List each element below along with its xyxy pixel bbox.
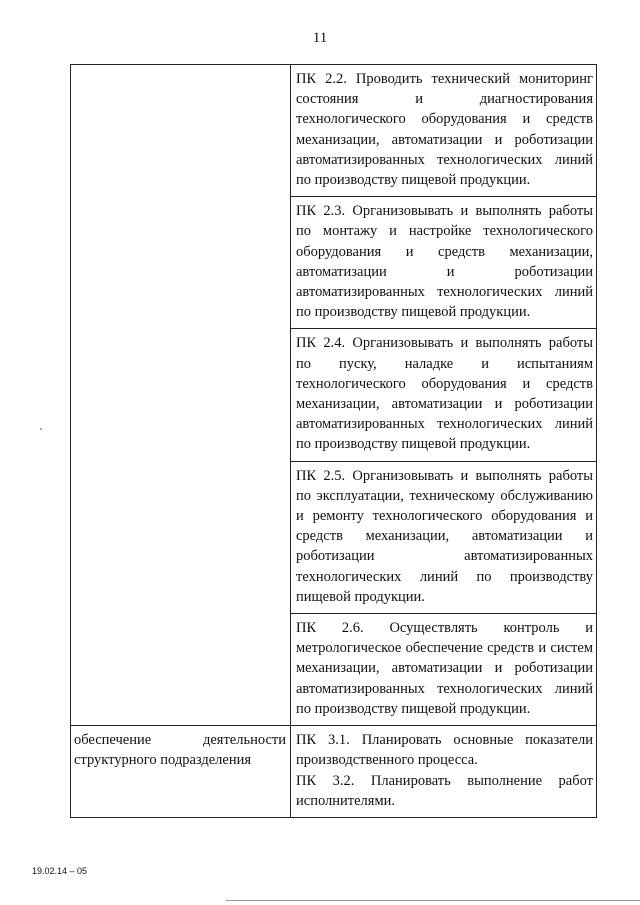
table-cell-left-empty	[71, 65, 291, 726]
table-cell-pk-2-2	[291, 65, 597, 197]
competency-text-pk-3-1: ПК 3.1. Планировать основные показатели производственного процесса.	[296, 732, 593, 769]
competency-text-pk-3-2: ПК 3.2. Планировать выполнение работ исполнителями.	[296, 772, 593, 809]
table-cell-pk-2-4	[291, 329, 597, 461]
table-cell-pk-2-5	[291, 461, 597, 613]
activity-text: обеспечение деятельности структурного подразделения	[74, 732, 286, 769]
table-cell-pk-2-3	[291, 197, 597, 329]
scan-mark	[40, 428, 42, 430]
page-number: 11	[312, 30, 328, 46]
competency-text: ПК 2.2. Проводить технический мониторинг состояния и диагностирования технологического оборудования и средств механизации, автоматизации и роботизации автоматизированных технологических линий по производству пищевой продукции.	[296, 71, 593, 189]
competencies-table	[70, 64, 597, 818]
scan-edge-line	[226, 900, 640, 901]
competency-text: ПК 2.5. Организовывать и выполнять работы по эксплуатации, техническому обслуживанию и ремонту технологического оборудования и средств механизации, автоматизации и роботизации автоматизированных технологических линий по производству пищевой продукции.	[296, 467, 593, 605]
table-cell-pk-2-6	[291, 614, 597, 726]
table-cell-pk-3	[291, 726, 597, 818]
competency-text: ПК 2.3. Организовывать и выполнять работы по монтажу и настройке технологического оборудования и средств механизации, автоматизации и роботизации автоматизированных технологических линий по производству пищевой продукции.	[296, 203, 593, 321]
competency-text: ПК 2.6. Осуществлять контроль и метрологическое обеспечение средств и систем механизации, автоматизации и роботизации автоматизированных технологических линий по производству пищевой продукции.	[296, 620, 593, 717]
table-cell-activity	[71, 726, 291, 818]
table-row	[71, 726, 597, 818]
table-row	[71, 65, 597, 197]
competency-text: ПК 2.4. Организовывать и выполнять работы по пуску, наладке и испытаниям технологического оборудования и средств механизации, автоматизации и роботизации автоматизированных технологических линий по производству пищевой продукции.	[296, 335, 593, 453]
footer-code: 19.02.14 – 05	[32, 866, 88, 876]
